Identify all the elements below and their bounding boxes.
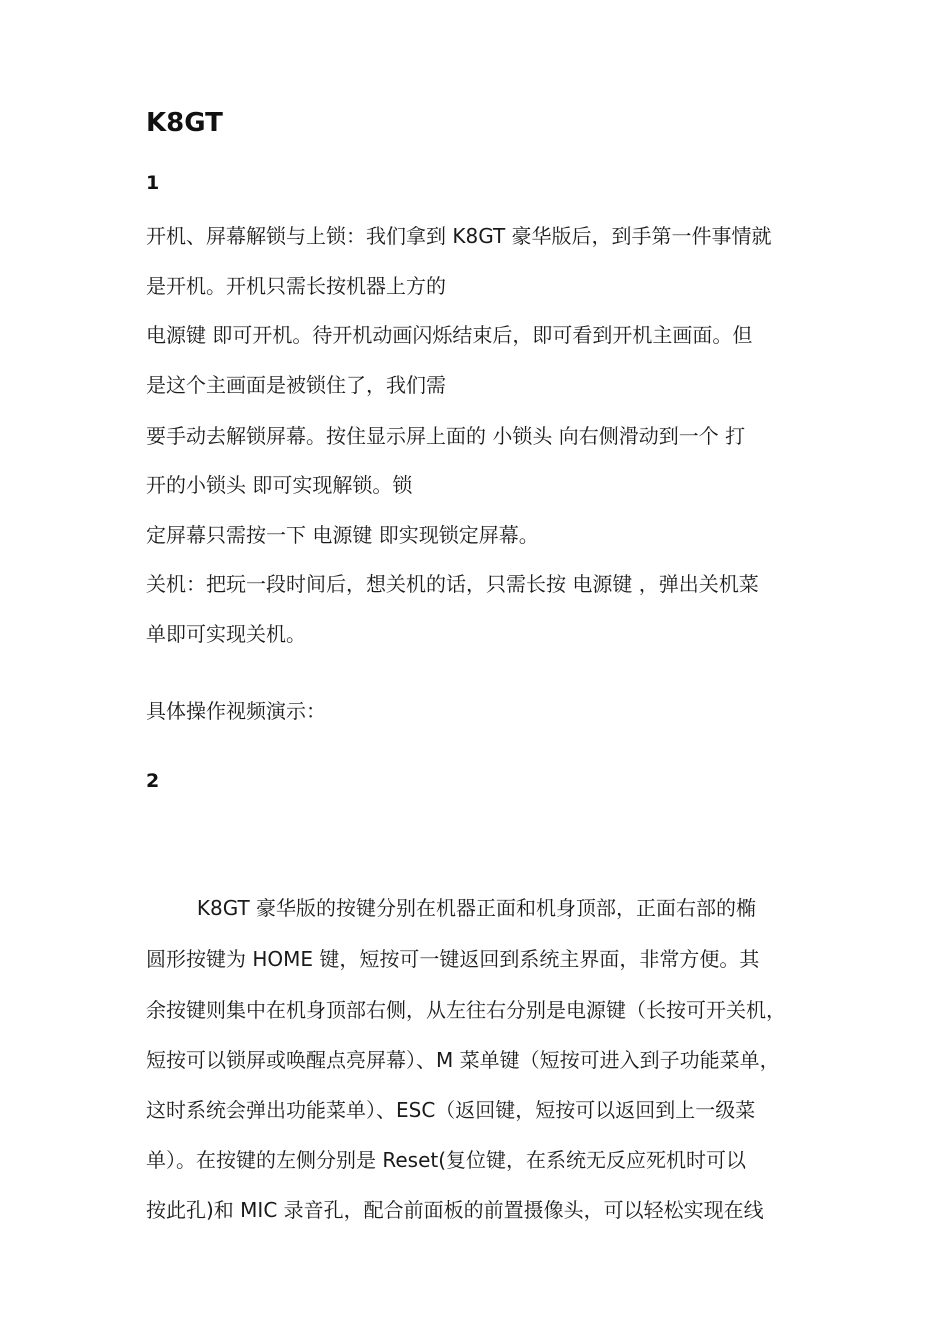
paragraph-line: 关机：把玩一段时间后，想关机的话，只需长按 电源键 ，弹出关机菜 [146,572,759,596]
paragraph-line: 是开机。开机只需长按机器上方的 [146,274,446,298]
video-demo-label: 具体操作视频演示： [146,699,326,723]
paragraph-line: 要手动去解锁屏幕。按住显示屏上面的 小锁头 向右侧滑动到一个 打 [146,424,746,448]
paragraph-line: 定屏幕只需按一下 电源键 即实现锁定屏幕。 [146,523,539,547]
section-1-number: 1 [146,172,160,194]
section-2-number: 2 [146,770,160,792]
paragraph-line: 余按键则集中在机身顶部右侧，从左往右分别是电源键（长按可开关机， [146,998,786,1022]
paragraph-line: 这时系统会弹出功能菜单）、ESC（返回键，短按可以返回到上一级菜 [146,1098,756,1122]
paragraph-line: 短按可以锁屏或唤醒点亮屏幕）、M 菜单键（短按可进入到子功能菜单， [146,1048,780,1072]
paragraph-line: 电源键 即可开机。待开机动画闪烁结束后，即可看到开机主画面。但 [146,323,753,347]
paragraph-line: 按此孔)和 MIC 录音孔，配合前面板的前置摄像头，可以轻松实现在线 [146,1198,764,1222]
paragraph-line: K8GT 豪华版的按键分别在机器正面和机身顶部，正面右部的椭 [146,896,757,920]
paragraph-line: 开的小锁头 即可实现解锁。锁 [146,473,413,497]
paragraph-line: 单）。在按键的左侧分别是 Reset(复位键，在系统无反应死机时可以 [146,1148,747,1172]
paragraph-line: 单即可实现关机。 [146,622,306,646]
document-title: K8GT [146,108,223,138]
paragraph-line: 是这个主画面是被锁住了，我们需 [146,373,446,397]
paragraph-line: 开机、屏幕解锁与上锁：我们拿到 K8GT 豪华版后，到手第一件事情就 [146,224,772,248]
paragraph-line: 圆形按键为 HOME 键，短按可一键返回到系统主界面，非常方便。其 [146,947,760,971]
